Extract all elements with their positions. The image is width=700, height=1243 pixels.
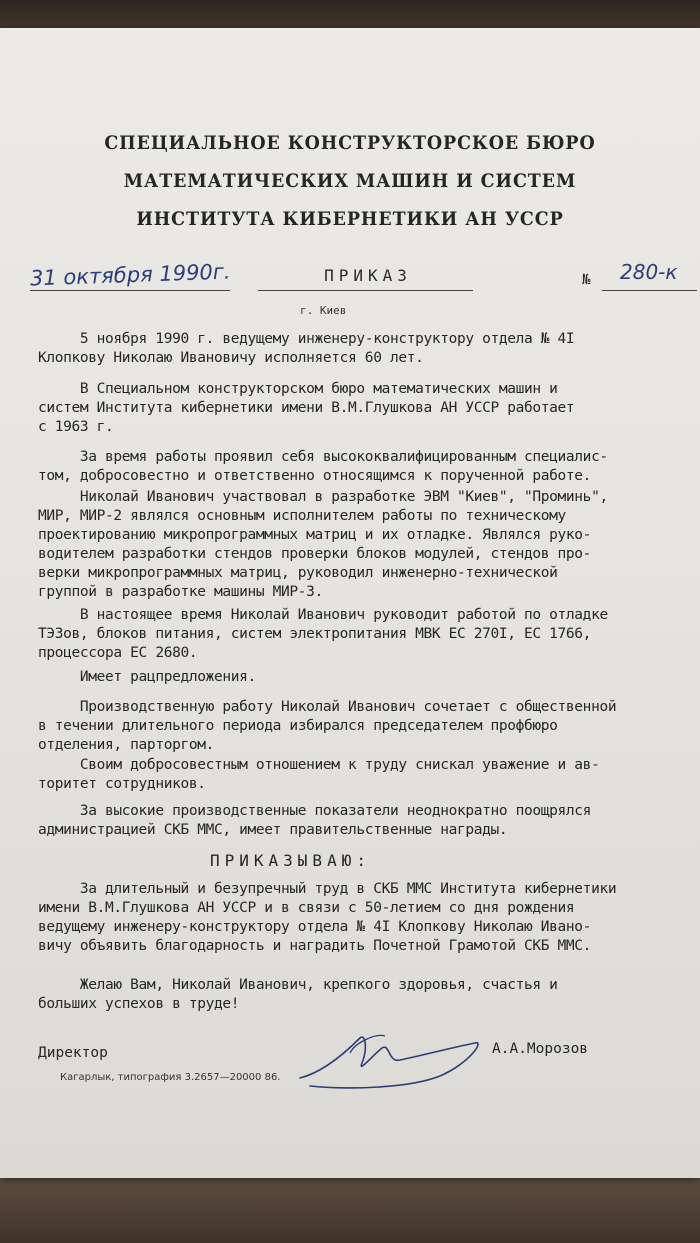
signature-icon (290, 1018, 490, 1098)
order-city: г. Киев (300, 304, 347, 317)
order-directive: ПРИКАЗЫВАЮ: (210, 851, 371, 870)
paragraph-10: За длительный и безупречный труд в СКБ ММС Института кибернетики имени В.М.Глушкова АН УССР и в связи с 50-летием со дня рождения ведущему инженеру-конструктору отдела № 4I Клопкову Николаю Ивано- вичу объявить благодарность и наградить Почетной Грамотой СКБ ММС. (38, 881, 617, 954)
paragraph-4: Николай Иванович участвовал в разработке ЭВМ "Киев", "Проминь", МИР, МИР-2 являлся основным исполнителем работы по техническому проектированию микропрограммных матриц и их отладке. Являлся руко- водителем разработки стендов проверки блоков модулей, стендов про- верки микропрограммных матриц, руководил инженерно-технической группой в разработке машины МИР-3. (38, 489, 608, 600)
paragraph-7: Производственную работу Николай Иванович сочетает с общественной в течении длительного периода избирался председателем профбюро отделения, парторгом. (38, 699, 617, 753)
document-sheet (0, 28, 700, 1178)
order-title: ПРИКАЗ (324, 266, 412, 285)
title-underline (258, 290, 473, 291)
paragraph-3: За время работы проявил себя высококвалифицированным специалис- том, добросовестно и ответственно относящимся к порученной работе. (38, 449, 608, 484)
paragraph-5: В настоящее время Николай Иванович руководит работой по отладке ТЭЗов, блоков питания, систем электропитания МВК ЕС 270I, ЕС 1766, процессора ЕС 2680. (38, 607, 608, 661)
header-line-2: МАТЕМАТИЧЕСКИХ МАШИН И СИСТЕМ (123, 170, 577, 192)
printer-note: Кагарлык, типография 3.2657—20000 86. (60, 1072, 281, 1083)
header-line-1: СПЕЦИАЛЬНОЕ КОНСТРУКТОРСКОЕ БЮРО (104, 132, 596, 154)
header-line-3: ИНСТИТУТА КИБЕРНЕТИКИ АН УССР (136, 208, 564, 230)
order-number-label: № (582, 272, 591, 288)
order-number: 280-к (620, 260, 678, 284)
paragraph-9: За высокие производственные показатели неоднократно поощрялся администрацией СКБ ММС, имеет правительственные награды. (38, 803, 592, 838)
paragraph-8: Своим добросовестным отношением к труду снискал уважение и ав- торитет сотрудников. (38, 757, 600, 792)
paragraph-11: Желаю Вам, Николай Иванович, крепкого здоровья, счастья и больших успехов в труде! (38, 977, 558, 1012)
paragraph-1: 5 ноября 1990 г. ведущему инженеру-конструктору отдела № 4I Клопкову Николаю Ивановичу исполняется 60 лет. (38, 331, 575, 366)
number-underline (602, 290, 697, 291)
director-name: А.А.Морозов (492, 1041, 589, 1057)
date-underline (30, 290, 230, 291)
director-label: Директор (38, 1045, 108, 1061)
paragraph-6: Имеет рацпредложения. (38, 669, 256, 685)
paragraph-2: В Специальном конструкторском бюро математических машин и систем Института кибернетики имени В.М.Глушкова АН УССР работает с 1963 г. (38, 381, 575, 435)
order-date: 31 октября 1990г. (29, 259, 231, 291)
